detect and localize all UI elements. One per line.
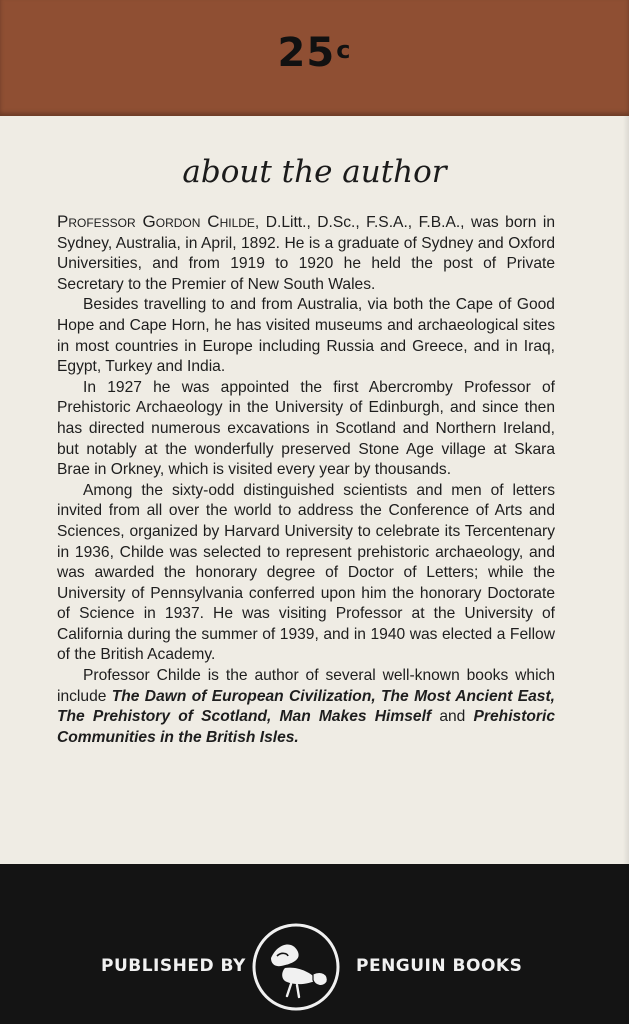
section-heading: about the author [182,154,447,190]
bio-paragraph-4: Among the sixty-odd distinguished scientists and men of letters invited from all over the world to address the Conference of Arts and Sciences, organized by Harvard University to celebrate its Tercentenary in 1936, Childe was selected to represent prehistoric archaeology, and was awarded the honorary degree of Doctor of Letters; while the University of Pennsylvania conferred upon him the honorary Doctorate of Science in 1937. He was visiting Professor at the University of California during the summer of 1939, and in 1940 was elected a Fellow of the British Academy. [57,481,555,664]
penguin-logo-icon [251,922,341,1012]
book-titles: The Dawn of European Civilization, The Most Ancient East, The Prehistory of Scotland, Man Makes Himself [57,687,555,726]
author-bio-panel [0,116,629,864]
author-bio-text [57,212,555,748]
price-label [0,30,629,76]
bio-paragraph-2: Besides travelling to and from Australia, via both the Cape of Good Hope and Cape Horn, he has visited museums and archaeological sites in most countries in Europe including Russia and Greece, and in Iraq, Egypt, Turkey and India. [57,296,555,376]
published-by-label: PUBLISHED BY [101,956,246,976]
page-edge-shadow [623,116,629,1024]
bio-paragraph-5-and: and [431,708,474,726]
publisher-band [0,864,629,1024]
bio-paragraph-5 [57,666,555,748]
price-unit: c [336,36,352,64]
bio-paragraph-1-text: , D.Litt., D.Sc., F.S.A., F.B.A., was born in Sydney, Australia, in April, 1892. He is a graduate of Sydney and Oxford Universities, and from 1919 to 1920 he held the post of Private Secretary to the Premier of New South Wales. [57,214,555,293]
bio-paragraph-3: In 1927 he was appointed the first Abercromby Professor of Prehistoric Archaeology in the University of Edinburgh, and since then has directed numerous excavations in Scotland and Northern Ireland, but notably at the wonderfully preserved Stone Age village at Skara Brae in Orkney, which is visited every year by thousands. [57,378,555,479]
author-name: Professor Gordon Childe [57,212,255,231]
bio-paragraph-5-text: Professor Childe is the author of several well-known books which include [57,667,555,705]
bio-paragraph-1 [57,212,555,295]
price-amount: 25 [277,30,336,76]
publisher-name: PENGUIN BOOKS [356,956,523,976]
price-band [0,0,629,116]
book-title-last: Prehistoric Communities in the British Isles. [57,708,555,746]
